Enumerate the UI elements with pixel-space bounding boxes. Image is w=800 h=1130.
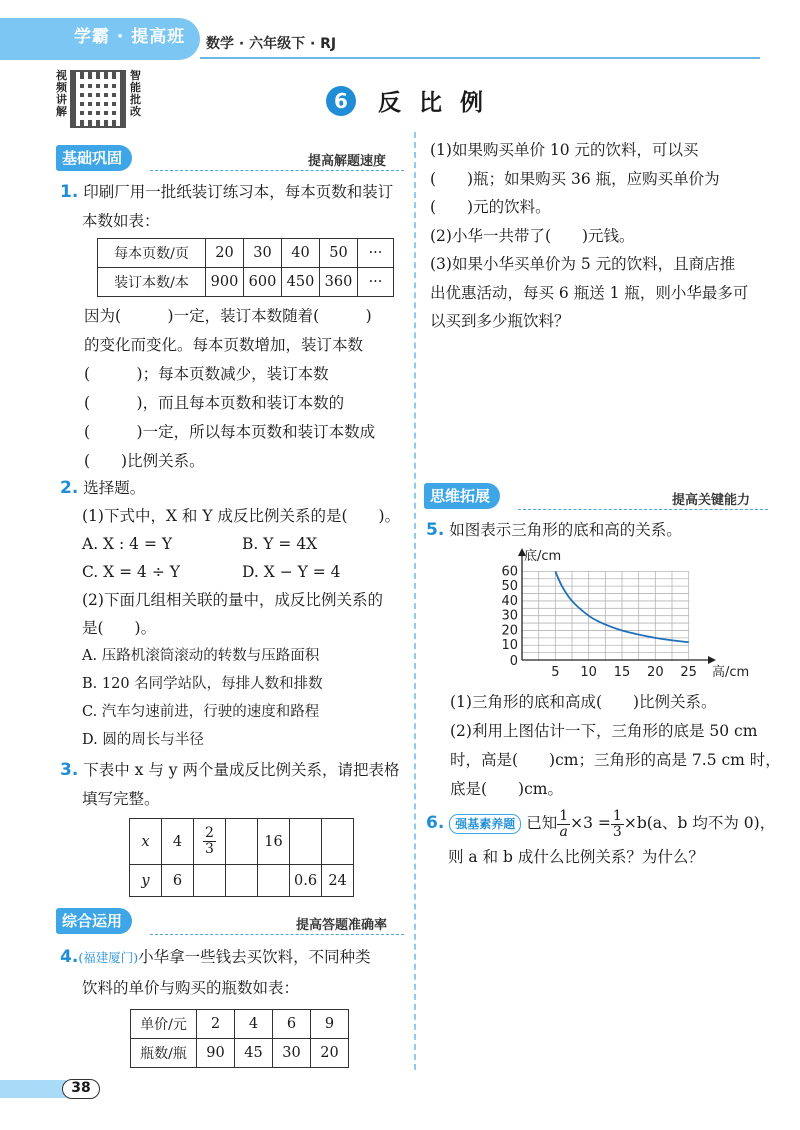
qr-left-label-box (56, 70, 68, 118)
lesson-title: 反比例 (378, 90, 501, 116)
table-cell: 30 (244, 239, 282, 268)
q4-right-4: (2)小华一共带了( )元钱。 (430, 226, 635, 245)
q6-line-2: 则 a 和 b 成什么比例关系？为什么？ (448, 848, 704, 866)
question-number: 4 (60, 947, 72, 967)
table-cell: 360 (320, 268, 358, 297)
q4-right-1: (1)如果购买单价 10 元的饮料，可以买 (430, 141, 699, 159)
q5-subquestions (450, 688, 781, 804)
q1-table (97, 238, 394, 297)
chart-grid (522, 571, 689, 660)
section-extend-rule (518, 509, 768, 510)
section-applied-badge: 综合运用 (56, 908, 132, 934)
table-cell: 24 (322, 865, 354, 897)
y-tick-label: 50 (501, 579, 518, 595)
q3-line-1: 下表中 x 与 y 两个量成反比例关系，请把表格 (83, 761, 400, 779)
table-cell: 6 (273, 1010, 311, 1039)
table-row (131, 1039, 349, 1068)
table-cell: 每本页数/页 (98, 239, 206, 268)
fraction-denominator: 3 (612, 823, 622, 840)
fraction-numerator: 1 (612, 807, 622, 824)
table-row (130, 819, 354, 865)
table-cell-blank[interactable] (226, 819, 258, 865)
q4-right-7: 以买到多少瓶饮料？ (430, 312, 570, 330)
table-cell-blank[interactable] (226, 865, 258, 897)
y-tick-label: 30 (501, 608, 518, 624)
table-cell-blank[interactable] (258, 865, 290, 897)
q2-option-b: B. Y = 4X (242, 535, 318, 553)
q2-option-a: A. X : 4 = Y (82, 535, 173, 553)
section-applied-tag: 提高答题准确率 (296, 918, 388, 933)
table-cell: 装订本数/本 (98, 268, 206, 297)
table-cell: 4 (162, 819, 194, 865)
q1-after-3: ( )；每本页数减少，装订本数 (84, 365, 329, 383)
q3-table (129, 818, 354, 897)
q4-right-2: ( )瓶；如果购买 36 瓶，应购买单价为 (430, 169, 720, 188)
q1-after-5: ( )一定，所以每本页数和装订本数成 (84, 423, 376, 441)
table-cell-blank[interactable] (194, 865, 226, 897)
chart-x-label: 高/cm (712, 665, 750, 680)
q2-option-2b: B. 120 名同学站队，每排人数和排数 (82, 676, 323, 692)
table-cell: 50 (320, 239, 358, 268)
q2-sub1: (1)下式中，X 和 Y 成反比例关系的是( )。 (82, 507, 401, 525)
y-tick-label: 40 (501, 593, 518, 609)
qr-right-label-box (130, 70, 142, 118)
table-cell: 20 (206, 239, 244, 268)
table-cell: 16 (258, 819, 290, 865)
table-cell: 40 (282, 239, 320, 268)
q4-right-3: ( )元的饮料。 (430, 198, 551, 216)
q6-chip: 强基素养题 (449, 814, 521, 834)
table-cell: 4 (235, 1010, 273, 1039)
q5-line-2: (2)利用上图估计一下，三角形的底是 50 cm (450, 722, 758, 740)
subject-label: 数学 · 六年级下 · RJ (206, 36, 337, 52)
origin-label: 0 (509, 654, 518, 669)
table-cell: 6 (162, 865, 194, 897)
section-extend-badge: 思维拓展 (424, 483, 500, 509)
header-rule (200, 57, 760, 59)
x-tick-label: 20 (647, 665, 664, 680)
page-number-bar (0, 1080, 66, 1098)
lesson-number: 6 (326, 86, 356, 116)
chart-axes (518, 548, 716, 664)
y-tick-label: 10 (501, 638, 518, 654)
q2-sub2-line-1: (2)下面几组相关联的量中，成反比例关系的 (82, 591, 383, 609)
q6-mid: ×3 = (570, 814, 611, 832)
qr-left-label: 视频讲解 (56, 69, 67, 118)
q5-title: 如图表示三角形的底和高的关系。 (449, 521, 682, 539)
q6-pre: 已知 (526, 814, 558, 832)
qr-code[interactable] (70, 70, 126, 128)
q4-line-1: 小华拿一些钱去买饮料，不同种类 (138, 948, 371, 966)
table-cell: 30 (273, 1039, 311, 1068)
q1-answer-text (84, 302, 375, 476)
q4-source: (福建厦门) (78, 950, 139, 965)
section-basic-badge: 基础巩固 (56, 145, 132, 171)
question-6: 6. 强基素养题 已知 $\frac{1}{a}$ ×3 = $\frac{1}{3}$ ×b(a、b 均不为 0)， 则 a 和 b 成什么比例关系？为什么？ (426, 806, 775, 874)
q5-line-4: 底是( )cm。 (450, 780, 563, 798)
table-cell: 9 (311, 1010, 349, 1039)
fraction-denominator: a (559, 823, 568, 840)
q5-line-3: 时，高是( )cm；三角形的高是 7.5 cm 时， (450, 751, 781, 769)
q1-line-1: 印刷厂用一批纸装订练习本，每本页数和装订 (83, 183, 394, 201)
question-number: 6 (426, 813, 438, 833)
x-tick-label: 15 (613, 665, 631, 680)
q6-post: ×b(a、b 均不为 0)， (623, 814, 776, 832)
fraction-denominator: 3 (205, 841, 214, 857)
q4-table (130, 1009, 349, 1068)
qr-right-label: 智能批改 (130, 69, 141, 118)
section-basic-tag: 提高解题速度 (308, 154, 387, 169)
table-row (98, 239, 394, 268)
series-title: 学霸 · 提高班 (74, 27, 186, 47)
question-2: 2. 选择题。 (1)下式中，X 和 Y 成反比例关系的是( )。 A. X : 4 = Y B. Y = 4X C. X = 4 ÷ Y D. X − Y = 4 (2)下面几组相关联的量中，成反比例关系的 是( )。 A. 压路机滚筒滚动的转数与压路面积 B. 120 名同学站队，每排人数和排数 C. 汽车匀速前进，行驶的速度和路程 D. 圆的周长与半径 (60, 474, 400, 754)
q5-line-1: (1)三角形的底和高成( )比例关系。 (450, 693, 717, 711)
table-cell: 瓶数/瓶 (131, 1039, 197, 1068)
table-cell: 450 (282, 268, 320, 297)
q1-after-4: ( )，而且每本页数和装订本数的 (84, 394, 345, 412)
q2-option-d: D. X − Y = 4 (242, 563, 341, 581)
table-cell: 2 (197, 1010, 235, 1039)
q5-chart (480, 545, 750, 685)
fraction-numerator: 1 (559, 807, 569, 824)
q4-right-6: 出优惠活动，每买 6 瓶送 1 瓶，则小华最多可 (430, 283, 749, 302)
x-axis-arrow (708, 656, 716, 664)
question-number: 5 (426, 520, 438, 540)
q3-line-2: 填写完整。 (82, 790, 160, 808)
x-tick-label: 5 (551, 665, 560, 680)
table-cell: x (130, 819, 162, 865)
table-cell-blank[interactable] (322, 819, 354, 865)
table-cell: 900 (206, 268, 244, 297)
column-divider (414, 132, 416, 1070)
table-cell-blank[interactable] (290, 819, 322, 865)
question-5: 5. 如图表示三角形的底和高的关系。 (426, 520, 682, 540)
question-number: 1 (60, 182, 72, 202)
question-3: 3. 下表中 x 与 y 两个量成反比例关系，请把表格 填写完整。 (60, 756, 399, 814)
x-tick-label: 25 (680, 665, 697, 680)
table-cell-fraction (194, 819, 226, 865)
table-cell: 0.6 (290, 865, 322, 897)
q4-line-2: 饮料的单价与购买的瓶数如表： (82, 979, 300, 997)
q2-option-2c: C. 汽车匀速前进，行驶的速度和路程 (82, 704, 320, 720)
table-cell: ··· (358, 239, 394, 268)
q1-after-1: 因为( )一定，装订本数随着( ) (84, 307, 372, 325)
q1-line-2: 本数如表： (82, 212, 160, 230)
q4-right-5: (3)如果小华买单价为 5 元的饮料，且商店推 (430, 255, 736, 273)
question-number: 3 (60, 760, 72, 780)
table-cell: y (130, 865, 162, 897)
section-basic-rule (150, 170, 404, 171)
question-4: 4.(福建厦门)小华拿一些钱去买饮料，不同种类 饮料的单价与购买的瓶数如表： (60, 942, 371, 1003)
chart-y-label: 底/cm (524, 549, 562, 564)
q2-option-2d: D. 圆的周长与半径 (82, 732, 204, 748)
table-row (130, 865, 354, 897)
q2-option-c: C. X = 4 ÷ Y (82, 563, 180, 581)
q4-continued (430, 136, 748, 336)
section-extend-tag: 提高关键能力 (672, 493, 751, 508)
table-cell: 20 (311, 1039, 349, 1068)
table-row (98, 268, 394, 297)
q1-after-2: 的变化而变化。每本页数增加，装订本数 (84, 336, 364, 354)
q2-title: 选择题。 (83, 479, 146, 497)
table-cell: 90 (197, 1039, 235, 1068)
x-tick-label: 10 (580, 665, 597, 680)
table-cell: 45 (235, 1039, 273, 1068)
q1-after-6: ( )比例关系。 (84, 452, 205, 470)
question-number: 2 (60, 478, 72, 498)
page-number: 38 (62, 1079, 100, 1099)
section-applied-rule (150, 934, 404, 935)
question-1: 1. 印刷厂用一批纸装订练习本，每本页数和装订 本数如表： (60, 178, 393, 236)
table-cell: 单价/元 (131, 1010, 197, 1039)
table-row (131, 1010, 349, 1039)
q2-sub2-line-2: 是( )。 (82, 619, 157, 637)
table-cell: ··· (358, 268, 394, 297)
y-tick-label: 60 (501, 564, 518, 580)
q2-option-2a: A. 压路机滚筒滚动的转数与压路面积 (82, 648, 320, 664)
y-tick-label: 20 (501, 623, 518, 639)
table-cell: 600 (244, 268, 282, 297)
fraction-numerator: 2 (205, 825, 214, 841)
